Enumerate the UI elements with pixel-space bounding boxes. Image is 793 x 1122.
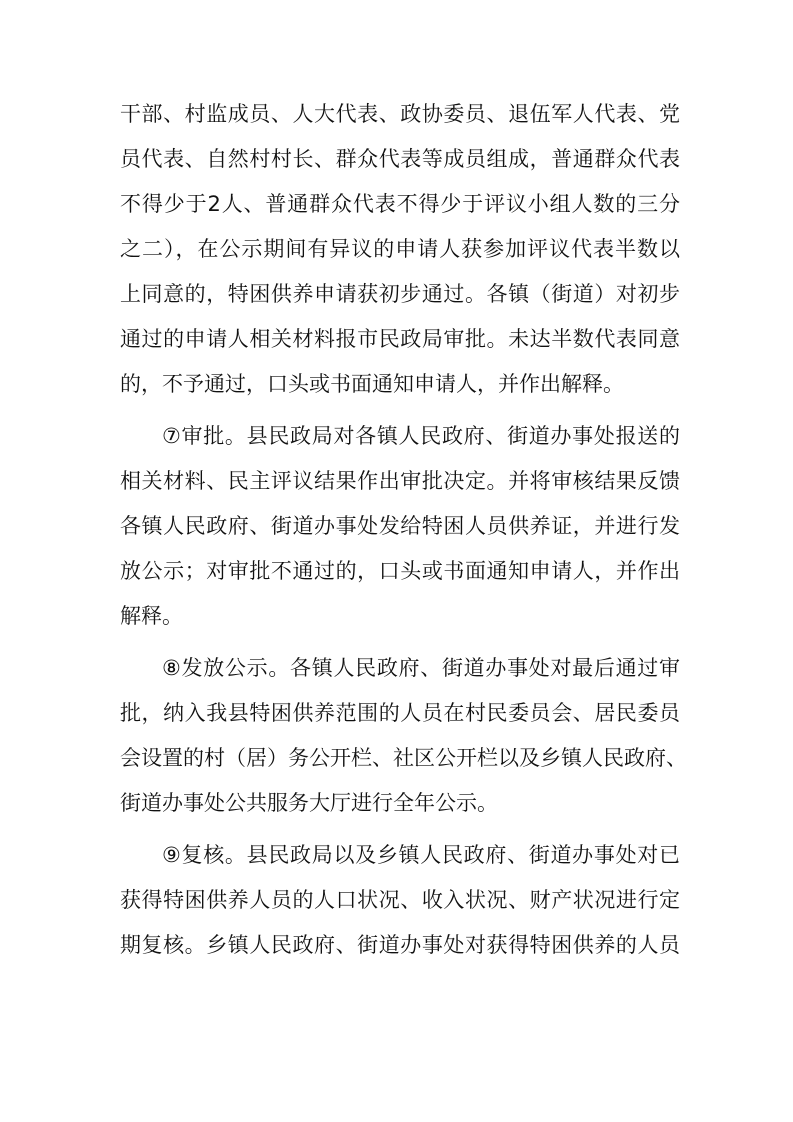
text-line: 放公示；对审批不通过的，口头或书面通知申请人，并作出 [120, 559, 680, 583]
paragraph-publicity [120, 646, 687, 826]
text-line: 之二），在公示期间有异议的申请人获参加评议代表半数以 [120, 237, 680, 261]
document-body [120, 92, 687, 968]
text-line: 上同意的，特困供养申请获初步通过。各镇（街道）对初步 [120, 282, 680, 306]
text-line: 期复核。乡镇人民政府、街道办事处对获得特困供养的人员 [120, 933, 680, 957]
text-line: 的，不予通过，口头或书面通知申请人，并作出解释。 [120, 372, 624, 396]
text-line: 解释。 [120, 604, 183, 628]
text-line: ⑦审批。县民政局对各镇人民政府、街道办事处报送的 [162, 424, 680, 448]
text-line: 批，纳入我县特困供养范围的人员在村民委员会、居民委员 [120, 701, 680, 725]
text-line: 相关材料、民主评议结果作出审批决定。并将审核结果反馈 [120, 469, 680, 493]
text-line: 获得特困供养人员的人口状况、收入状况、财产状况进行定 [120, 888, 680, 912]
text-line: ⑨复核。县民政局以及乡镇人民政府、街道办事处对已 [162, 843, 680, 867]
text-line: 街道办事处公共服务大厅进行全年公示。 [120, 791, 498, 815]
text-line: 会设置的村（居）务公开栏、社区公开栏以及乡镇人民政府、 [120, 746, 687, 770]
paragraph-committee-review [120, 92, 680, 407]
text-line: 不得少于2人、普通群众代表不得少于评议小组人数的三分 [120, 192, 680, 216]
text-line: 员代表、自然村村长、群众代表等成员组成，普通群众代表 [120, 147, 680, 171]
text-line: 各镇人民政府、街道办事处发给特困人员供养证，并进行发 [120, 514, 680, 538]
paragraph-recheck [120, 833, 680, 968]
text-line: 干部、村监成员、人大代表、政协委员、退伍军人代表、党 [120, 102, 680, 126]
text-line: ⑧发放公示。各镇人民政府、街道办事处对最后通过审 [162, 656, 680, 680]
paragraph-approval [120, 414, 680, 639]
text-line: 通过的申请人相关材料报市民政局审批。未达半数代表同意 [120, 327, 680, 351]
